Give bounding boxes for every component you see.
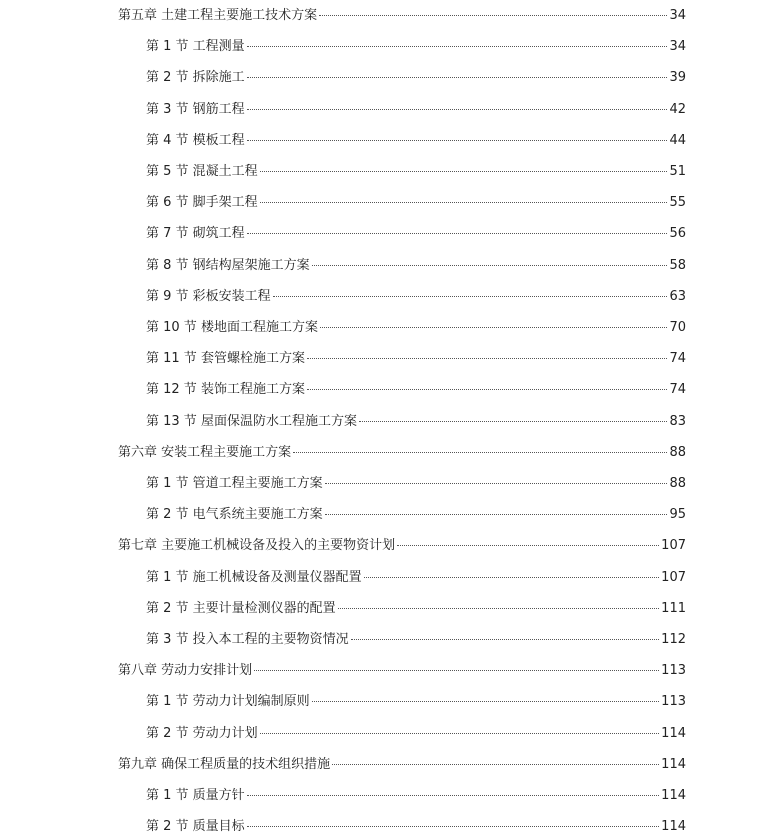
toc-chapter-entry[interactable] xyxy=(118,659,686,679)
toc-entry-title: 第 2 节 电气系统主要施工方案 xyxy=(146,507,323,523)
toc-page-number: 107 xyxy=(661,538,686,554)
dot-leader xyxy=(364,576,660,578)
toc-page-number: 113 xyxy=(661,694,686,710)
toc-entry-title: 第 8 节 钢结构屋架施工方案 xyxy=(146,257,310,273)
toc-page-number: 58 xyxy=(669,257,686,273)
toc-section-entry[interactable] xyxy=(146,597,686,617)
dot-leader xyxy=(325,482,668,484)
dot-leader xyxy=(247,45,668,47)
toc-entry-title: 第六章 安装工程主要施工方案 xyxy=(118,444,292,460)
toc-section-entry[interactable] xyxy=(146,160,686,180)
toc-page-number: 114 xyxy=(661,788,686,803)
dot-leader xyxy=(260,732,660,734)
toc-entry-title: 第 5 节 混凝土工程 xyxy=(146,164,258,179)
dot-leader xyxy=(312,700,660,702)
dot-leader xyxy=(260,170,668,172)
toc-section-entry[interactable] xyxy=(146,129,686,149)
toc-page-number: 111 xyxy=(661,600,686,616)
toc-entry-title: 第八章 劳动力安排计划 xyxy=(118,663,253,679)
dot-leader xyxy=(351,638,660,640)
toc-section-entry[interactable] xyxy=(146,378,686,398)
dot-leader xyxy=(338,607,660,609)
toc-page-number: 34 xyxy=(669,39,686,55)
toc-section-entry[interactable] xyxy=(146,254,686,274)
toc-page-number: 44 xyxy=(669,132,686,148)
toc-section-entry[interactable] xyxy=(146,722,686,742)
toc-section-entry[interactable] xyxy=(146,285,686,305)
dot-leader xyxy=(319,14,667,16)
dot-leader xyxy=(307,357,668,359)
dot-leader xyxy=(273,295,668,297)
toc-page-number: 88 xyxy=(669,476,686,491)
dot-leader xyxy=(397,544,659,546)
toc-entry-title: 第五章 土建工程主要施工技术方案 xyxy=(118,8,318,23)
toc-page-number: 56 xyxy=(669,226,686,242)
toc-entry-title: 第 12 节 装饰工程施工方案 xyxy=(146,382,305,398)
toc-entry-title: 第 10 节 楼地面工程施工方案 xyxy=(146,320,318,335)
toc-section-entry[interactable] xyxy=(146,66,686,86)
toc-section-entry[interactable] xyxy=(146,410,686,430)
toc-section-entry[interactable] xyxy=(146,347,686,367)
dot-leader xyxy=(293,451,667,453)
toc-page-number: 55 xyxy=(669,195,686,211)
toc-page-number: 114 xyxy=(661,725,686,741)
toc-page-number: 114 xyxy=(661,819,686,835)
toc-entry-title: 第 13 节 屋面保温防水工程施工方案 xyxy=(146,413,357,429)
dot-leader xyxy=(307,388,668,390)
toc-entry-title: 第 2 节 主要计量检测仪器的配置 xyxy=(146,600,336,616)
toc-entry-title: 第 1 节 施工机械设备及测量仪器配置 xyxy=(146,569,362,585)
toc-entry-title: 第 1 节 质量方针 xyxy=(146,788,245,803)
toc-page-number: 95 xyxy=(669,507,686,523)
toc-page-number: 70 xyxy=(669,320,686,335)
toc-entry-title: 第七章 主要施工机械设备及投入的主要物资计划 xyxy=(118,538,396,554)
toc-section-entry[interactable] xyxy=(146,566,686,586)
dot-leader xyxy=(247,825,660,827)
toc-page-number: 34 xyxy=(669,8,686,23)
toc-page-number: 88 xyxy=(669,444,686,460)
dot-leader xyxy=(332,763,659,765)
toc-page-number: 51 xyxy=(669,164,686,179)
dot-leader xyxy=(247,139,668,141)
toc-section-entry[interactable] xyxy=(146,222,686,242)
toc-entry-title: 第 2 节 劳动力计划 xyxy=(146,725,258,741)
dot-leader xyxy=(359,420,668,422)
toc-entry-title: 第 11 节 套管螺栓施工方案 xyxy=(146,351,305,367)
toc-section-entry[interactable] xyxy=(146,690,686,710)
toc-page-number: 74 xyxy=(669,351,686,367)
dot-leader xyxy=(247,232,668,234)
toc-entry-title: 第九章 确保工程质量的技术组织措施 xyxy=(118,756,331,772)
toc-section-entry[interactable] xyxy=(146,815,686,835)
toc-section-entry[interactable] xyxy=(146,316,686,336)
toc-entry-title: 第 2 节 质量目标 xyxy=(146,819,245,835)
toc-entry-title: 第 1 节 劳动力计划编制原则 xyxy=(146,694,310,710)
toc-page-number: 42 xyxy=(669,101,686,117)
toc-entry-title: 第 6 节 脚手架工程 xyxy=(146,195,258,211)
toc-section-entry[interactable] xyxy=(146,472,686,492)
toc-entry-title: 第 7 节 砌筑工程 xyxy=(146,226,245,242)
toc-chapter-entry[interactable] xyxy=(118,753,686,773)
toc-entry-title: 第 9 节 彩板安装工程 xyxy=(146,288,271,304)
dot-leader xyxy=(247,76,668,78)
toc-entry-title: 第 3 节 投入本工程的主要物资情况 xyxy=(146,632,349,647)
toc-chapter-entry[interactable] xyxy=(118,534,686,554)
dot-leader xyxy=(320,326,668,328)
toc-entry-title: 第 3 节 钢筋工程 xyxy=(146,101,245,117)
toc-entry-title: 第 1 节 管道工程主要施工方案 xyxy=(146,476,323,491)
dot-leader xyxy=(247,108,668,110)
toc-chapter-entry[interactable] xyxy=(118,4,686,24)
dot-leader xyxy=(254,669,659,671)
toc-entry-title: 第 2 节 拆除施工 xyxy=(146,70,245,86)
toc-page-number: 113 xyxy=(661,663,686,679)
toc-page-number: 63 xyxy=(669,288,686,304)
toc-section-entry[interactable] xyxy=(146,98,686,118)
toc-page-number: 112 xyxy=(661,632,686,647)
toc-entry-title: 第 1 节 工程测量 xyxy=(146,39,245,55)
toc-section-entry[interactable] xyxy=(146,191,686,211)
toc-section-entry[interactable] xyxy=(146,35,686,55)
toc-page-number: 83 xyxy=(669,413,686,429)
toc-page-number: 107 xyxy=(661,569,686,585)
dot-leader xyxy=(247,794,660,796)
toc-entry-title: 第 4 节 模板工程 xyxy=(146,132,245,148)
toc-section-entry[interactable] xyxy=(146,784,686,804)
dot-leader xyxy=(260,201,668,203)
toc-chapter-entry[interactable] xyxy=(118,441,686,461)
dot-leader xyxy=(325,513,668,515)
toc-page-number: 39 xyxy=(669,70,686,86)
toc-section-entry[interactable] xyxy=(146,503,686,523)
toc-section-entry[interactable] xyxy=(146,628,686,648)
toc-page-number: 114 xyxy=(661,756,686,772)
toc-page-number: 74 xyxy=(669,382,686,398)
dot-leader xyxy=(312,264,668,266)
